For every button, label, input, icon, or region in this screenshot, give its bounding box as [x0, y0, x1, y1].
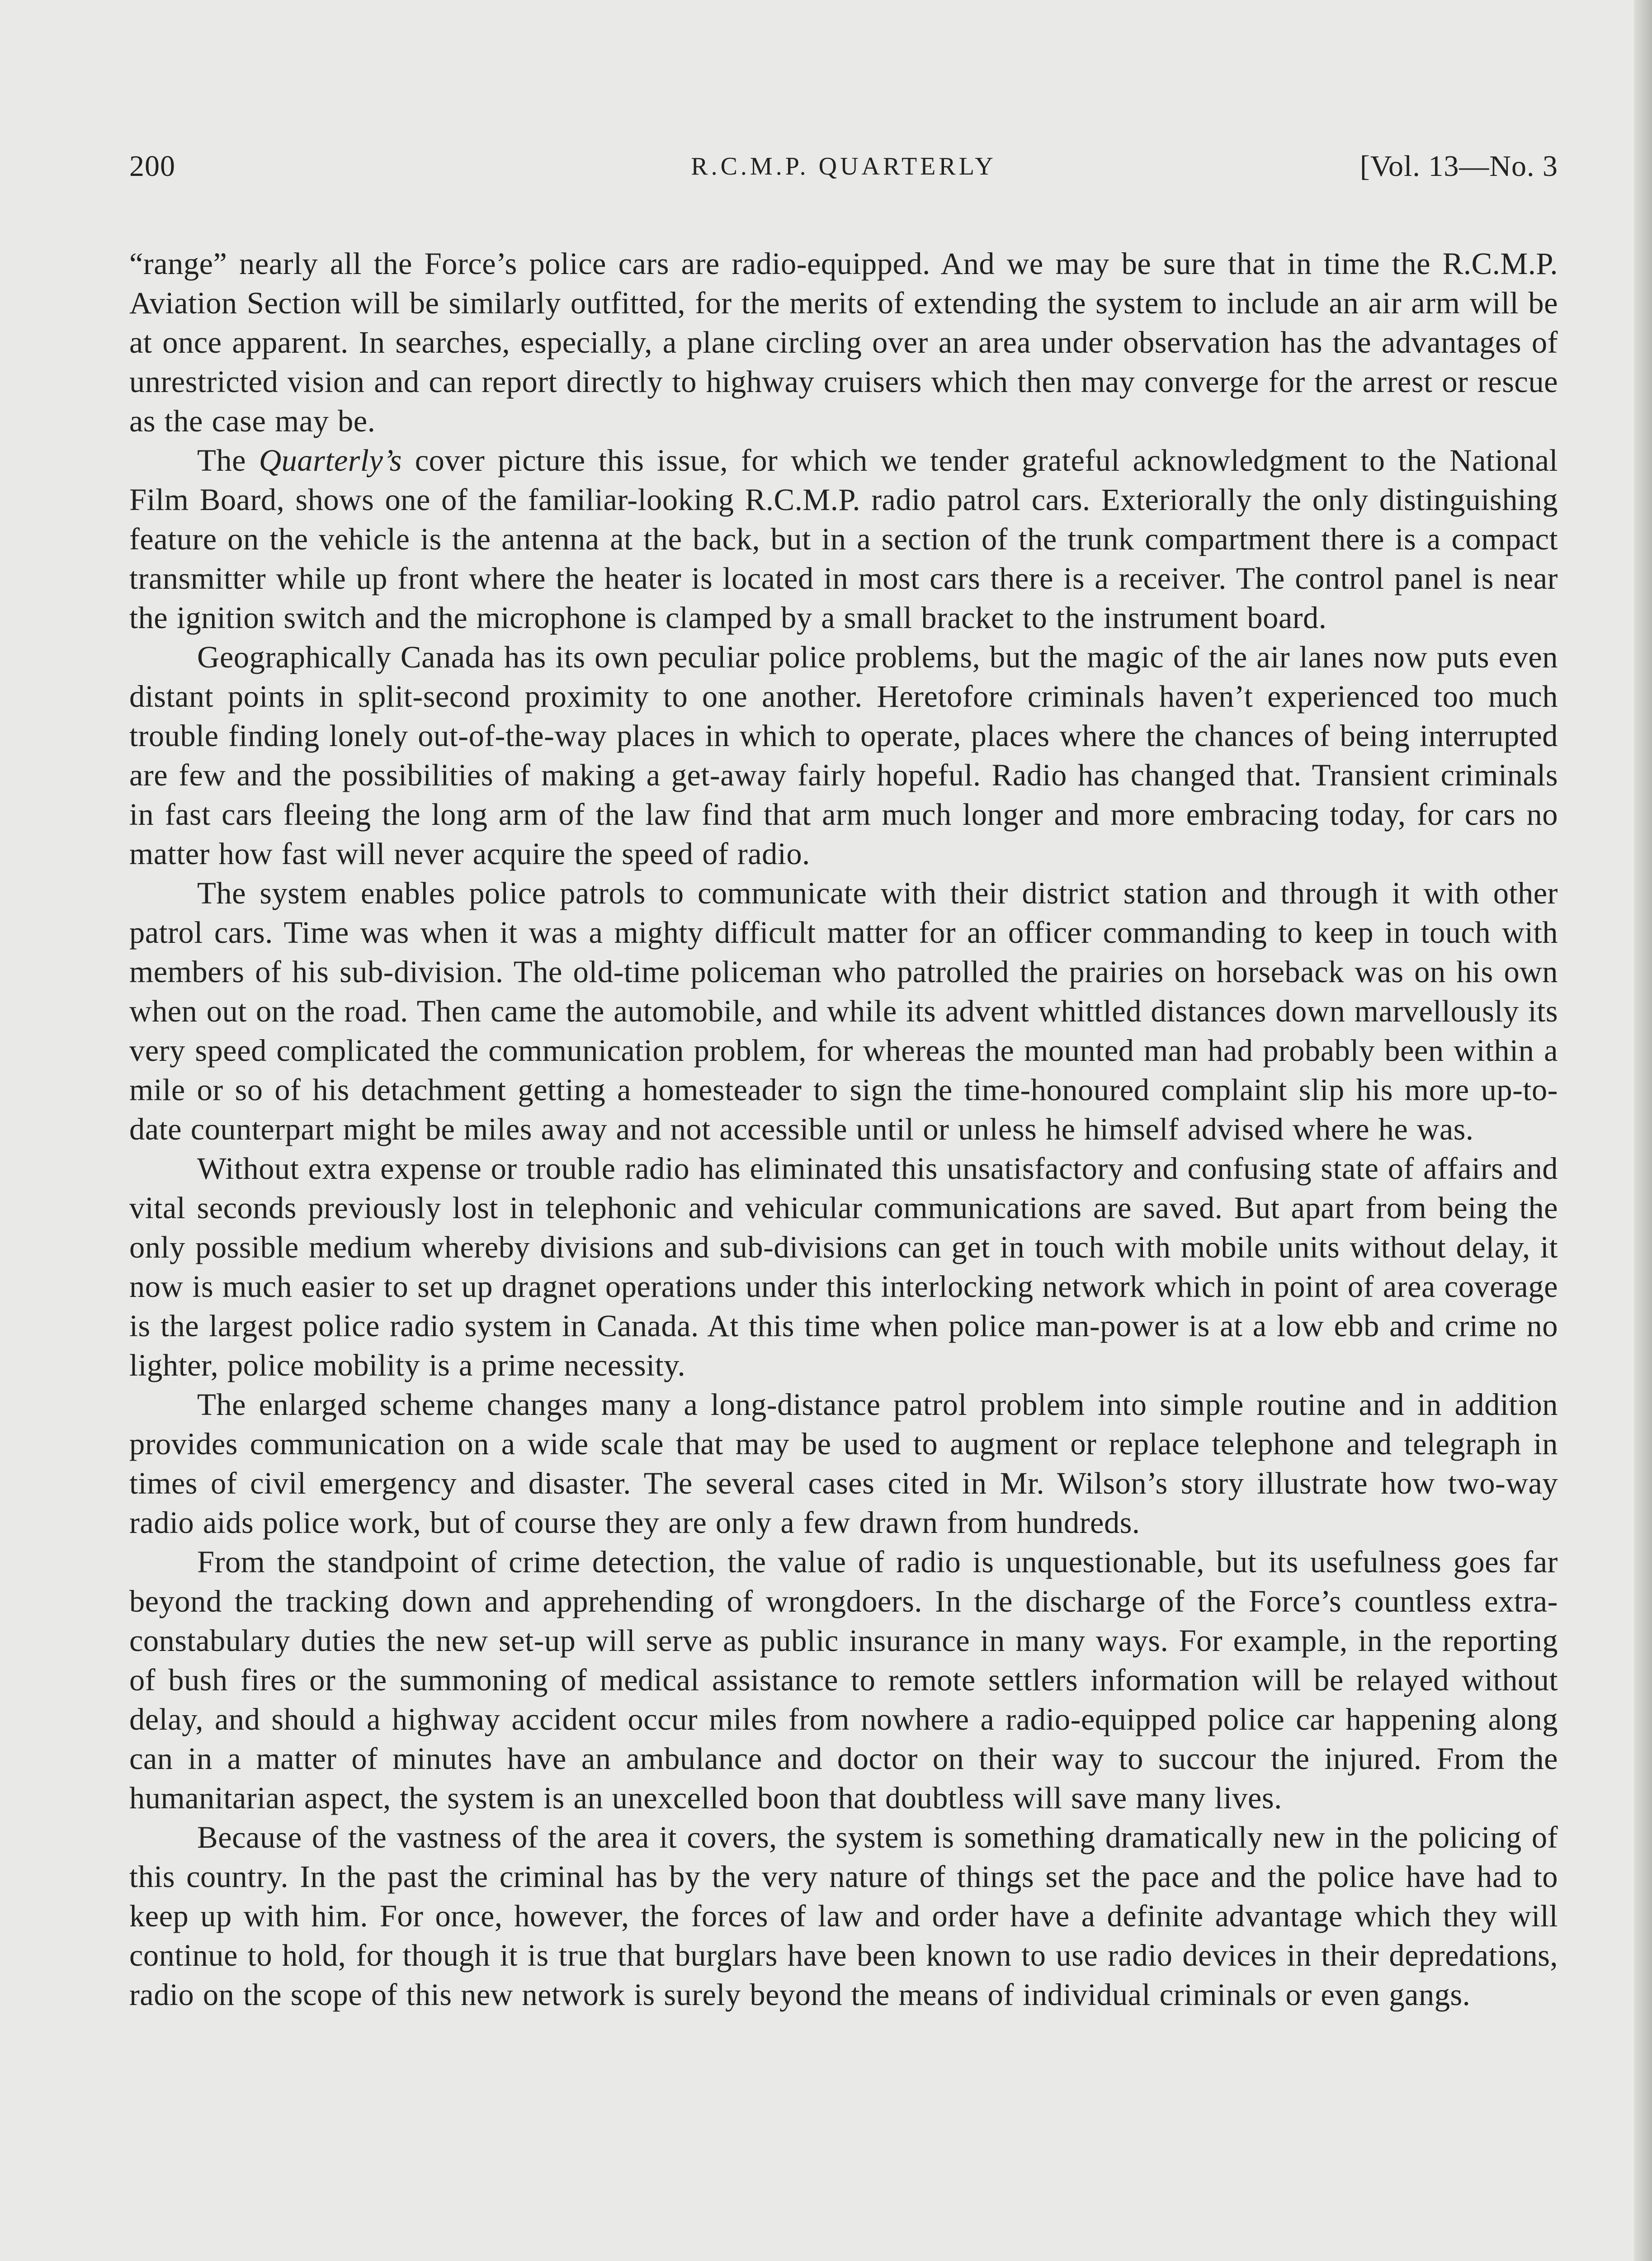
page-number: 200: [129, 150, 175, 183]
paragraph-7: From the standpoint of crime detection, the value of radio is unquestionable, but its usefulness goes far beyond the tracking down and apprehending of wrongdoers. In the discharge of the Force’s countless extra-constabulary duties the new set-up will serve as public insurance in many ways. For example, in the reporting of bush fires or the summoning of medical assistance to remote settlers information will be relayed without delay, and should a highway accident occur miles from nowhere a radio-equipped police car happening along can in a matter of minutes have an ambulance and doctor on their way to succour the injured. From the humanitarian aspect, the system is an unexcelled boon that doubtless will save many lives.: [129, 1545, 1558, 1815]
paragraph-4: The system enables police patrols to communicate with their district station and through it with other patrol cars. Time was when it was a mighty difficult matter for an officer commanding to keep in touch with members of his sub-division. The old-time policeman who patrolled the prairies on horseback was on his own when out on the road. Then came the automobile, and while its advent whittled distances down marvellously its very speed complicated the communication problem, for whereas the mounted man had probably been within a mile or so of his detachment getting a homesteader to sign the time-honoured complaint slip his more up-to-date counterpart might be miles away and not accessible until or unless he himself advised where he was.: [129, 876, 1558, 1146]
running-header: [129, 149, 1558, 194]
article-body: [129, 244, 1558, 2015]
page-edge-shadow: [1634, 0, 1652, 2261]
paragraph-5: Without extra expense or trouble radio has eliminated this unsatisfactory and confusing state of affairs and vital seconds previously lost in telephonic and vehicular communications are saved. But apart from being the only possible medium whereby divisions and sub-divisions can get in touch with mobile units without delay, it now is much easier to set up dragnet operations under this interlocking network which in point of area coverage is the largest police radio system in Canada. At this time when police man-power is at a low ebb and crime no lighter, police mobility is a prime necessity.: [129, 1151, 1558, 1382]
paragraph-3: Geographically Canada has its own peculiar police problems, but the magic of the air lanes now puts even distant points in split-second proximity to one another. Heretofore criminals haven’t experienced too much trouble finding lonely out-of-the-way places in which to operate, places where the chances of being interrupted are few and the possibilities of making a get-away fairly hopeful. Radio has changed that. Transient criminals in fast cars fleeing the long arm of the law find that arm much longer and more embracing today, for cars no matter how fast will never acquire the speed of radio.: [129, 640, 1558, 871]
paragraph-2: [129, 441, 1558, 638]
issue-info: [Vol. 13—No. 3: [1359, 150, 1558, 183]
paragraph-2-text: cover picture this issue, for which we tender grateful acknowledgment to the National Film Board, shows one of the familiar-looking R.C.M.P. radio patrol cars. Exteriorally the only distinguishing feature on the vehicle is the antenna at the back, but in a section of the trunk compartment there is a compact transmitter while up front where the heater is located in most cars there is a receiver. The control panel is near the ignition switch and the microphone is clamped by a small bracket to the instrument board.: [129, 443, 1558, 635]
paragraph-6: The enlarged scheme changes many a long-distance patrol problem into simple routine and in addition provides communication on a wide scale that may be used to augment or replace telephone and telegraph in times of civil emergency and disaster. The several cases cited in Mr. Wilson’s story illustrate how two-way radio aids police work, but of course they are only a few drawn from hundreds.: [129, 1387, 1558, 1540]
paragraph-1: “range” nearly all the Force’s police cars are radio-equipped. And we may be sure that in time the R.C.M.P. Aviation Section will be similarly outfitted, for the merits of extending the system to include an air arm will be at once apparent. In searches, especially, a plane circling over an area under observation has the advantages of unrestricted vision and can report directly to highway cruisers which then may converge for the arrest or rescue as the case may be.: [129, 246, 1558, 438]
journal-title: R.C.M.P. QUARTERLY: [691, 152, 996, 180]
paragraph-2-lead: The: [197, 443, 246, 478]
paragraph-2-italic-title: Quarterly’s: [259, 443, 402, 478]
paragraph-8: Because of the vastness of the area it covers, the system is something dramatically new in the policing of this country. In the past the criminal has by the very nature of things set the pace and the police have had to keep up with him. For once, however, the forces of law and order have a definite advantage which they will continue to hold, for though it is true that burglars have been known to use radio devices in their depredations, radio on the scope of this new network is surely beyond the means of individual criminals or even gangs.: [129, 1820, 1558, 2012]
